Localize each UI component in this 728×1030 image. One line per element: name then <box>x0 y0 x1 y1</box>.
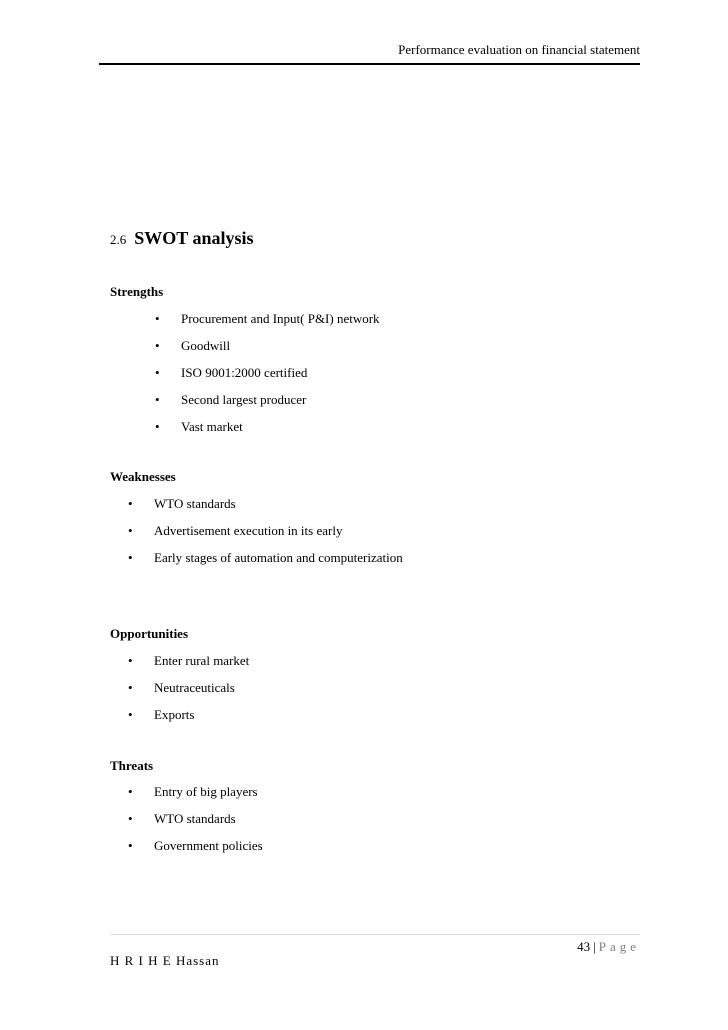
weaknesses-list <box>128 496 403 577</box>
list-item <box>128 707 249 734</box>
list-item-text: Entry of big players <box>154 784 258 799</box>
bullet-icon: • <box>128 838 133 853</box>
bullet-icon: • <box>128 680 133 695</box>
list-item <box>128 653 249 680</box>
list-item <box>155 365 380 392</box>
list-item-text: Procurement and Input( P&I) network <box>181 311 380 326</box>
page-number-value: 43 <box>577 939 591 954</box>
list-item <box>128 496 403 523</box>
footer-divider <box>110 934 640 935</box>
list-item-text: Vast market <box>181 419 243 434</box>
list-item <box>155 419 380 446</box>
bullet-icon: • <box>155 392 160 407</box>
page-separator: | <box>593 939 596 954</box>
list-item <box>128 811 263 838</box>
list-item-text: Exports <box>154 707 195 722</box>
list-item-text: Enter rural market <box>154 653 250 668</box>
list-item-text: Government policies <box>154 838 263 853</box>
header-title: Performance evaluation on financial statement <box>398 42 640 57</box>
weaknesses-heading: Weaknesses <box>110 469 176 484</box>
list-item <box>128 550 403 577</box>
section-number: 2.6 <box>110 232 127 247</box>
strengths-heading: Strengths <box>110 284 164 299</box>
threats-list <box>128 784 263 865</box>
list-item <box>128 838 263 865</box>
bullet-icon: • <box>128 550 133 565</box>
bullet-icon: • <box>128 784 133 799</box>
list-item-text: Neutraceuticals <box>154 680 235 695</box>
bullet-icon: • <box>128 496 133 511</box>
bullet-icon: • <box>155 338 160 353</box>
bullet-icon: • <box>155 419 160 434</box>
list-item-text: WTO standards <box>154 496 236 511</box>
opportunities-heading: Opportunities <box>110 626 189 641</box>
threats-heading: Threats <box>110 758 154 773</box>
page-number <box>577 939 640 955</box>
list-item-text: WTO standards <box>154 811 236 826</box>
bullet-icon: • <box>155 311 160 326</box>
author-name: H R I H E Hassan <box>110 953 220 968</box>
bullet-icon: • <box>128 523 133 538</box>
bullet-icon: • <box>128 811 133 826</box>
strengths-list <box>155 311 380 446</box>
list-item-text: ISO 9001:2000 certified <box>181 365 308 380</box>
list-item-text: Second largest producer <box>181 392 307 407</box>
page-label: Page <box>598 939 640 954</box>
list-item-text: Advertisement execution in its early <box>154 523 343 538</box>
list-item <box>155 338 380 365</box>
header-divider <box>99 63 640 65</box>
section-title: SWOT analysis <box>134 228 254 248</box>
list-item <box>128 784 263 811</box>
list-item <box>155 311 380 338</box>
list-item-text: Goodwill <box>181 338 231 353</box>
opportunities-list <box>128 653 249 734</box>
list-item <box>128 523 403 550</box>
section-heading <box>110 228 253 249</box>
bullet-icon: • <box>128 707 133 722</box>
list-item <box>128 680 249 707</box>
bullet-icon: • <box>128 653 133 668</box>
list-item <box>155 392 380 419</box>
bullet-icon: • <box>155 365 160 380</box>
list-item-text: Early stages of automation and computerization <box>154 550 403 565</box>
